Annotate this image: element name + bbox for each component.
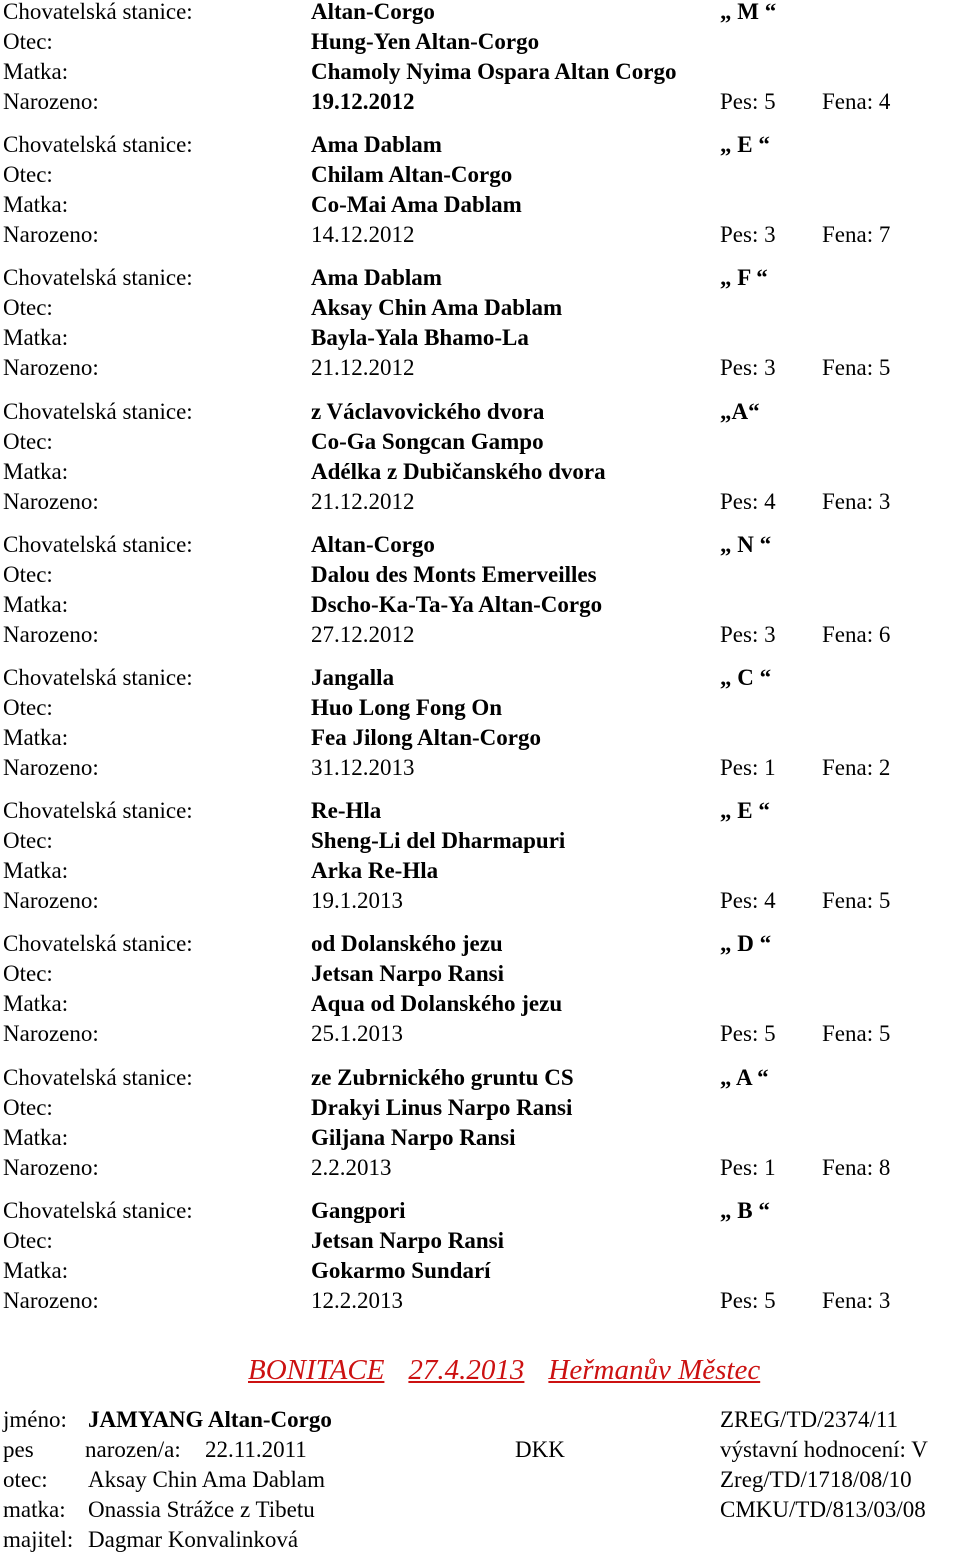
father-name: Co-Ga Songcan Gampo	[311, 429, 544, 454]
born-row	[0, 353, 960, 383]
litter-block	[0, 130, 960, 260]
female-count	[822, 1019, 890, 1049]
station-label: Chovatelská stanice:	[3, 265, 193, 290]
father-label: Otec:	[3, 1228, 53, 1253]
male-label: Pes:	[720, 1021, 759, 1046]
station-row	[0, 530, 960, 560]
station-name: z Václavovického dvora	[311, 399, 545, 424]
female-label: Fena:	[822, 355, 874, 380]
station-label: Chovatelská stanice:	[3, 532, 193, 557]
litter-block	[0, 397, 960, 527]
station-row	[0, 1196, 960, 1226]
father-name: Jetsan Narpo Ransi	[311, 961, 504, 986]
mother-row	[0, 1256, 960, 1286]
litter-block	[0, 1196, 960, 1326]
father-label: Otec:	[3, 828, 53, 853]
female-count	[822, 1153, 890, 1183]
born-label: Narozeno:	[3, 222, 99, 247]
female-value: 2	[878, 755, 891, 780]
born-label: Narozeno:	[3, 1021, 99, 1046]
litter-block	[0, 796, 960, 926]
father-name: Huo Long Fong On	[311, 695, 503, 720]
dog-mother-row	[0, 1495, 960, 1525]
female-value: 4	[878, 89, 891, 114]
male-value: 4	[764, 888, 776, 913]
litter-letter: „A“	[720, 399, 760, 424]
female-value: 5	[878, 888, 891, 913]
father-row	[0, 427, 960, 457]
born-row	[0, 220, 960, 250]
father-row	[0, 1226, 960, 1256]
male-count	[720, 87, 776, 117]
station-name: Altan-Corgo	[311, 532, 435, 557]
mother-label: Matka:	[3, 192, 69, 217]
dog-birth-row	[0, 1435, 960, 1465]
station-name: Ama Dablam	[311, 265, 442, 290]
dog-born-date: 22.11.2011	[205, 1437, 307, 1462]
female-count	[822, 886, 890, 916]
female-value: 5	[878, 355, 891, 380]
mother-label: Matka:	[3, 59, 69, 84]
dog-owner: Dagmar Konvalinková	[88, 1527, 299, 1552]
female-label: Fena:	[822, 622, 874, 647]
male-value: 3	[764, 355, 776, 380]
born-date: 12.2.2013	[311, 1288, 403, 1313]
father-row	[0, 27, 960, 57]
station-label: Chovatelská stanice:	[3, 665, 193, 690]
dog-father-row	[0, 1465, 960, 1495]
litter-block	[0, 263, 960, 393]
male-count	[720, 1286, 776, 1316]
mother-name: Dscho-Ka-Ta-Ya Altan-Corgo	[311, 592, 603, 617]
litter-letter: „ E “	[720, 798, 770, 823]
bonitace-date: 27.4.2013	[408, 1354, 525, 1386]
litter-letter: „ F “	[720, 265, 768, 290]
mother-name: Co-Mai Ama Dablam	[311, 192, 522, 217]
female-label: Fena:	[822, 1288, 874, 1313]
male-count	[720, 1019, 776, 1049]
female-value: 8	[878, 1155, 891, 1180]
female-label: Fena:	[822, 755, 874, 780]
father-row	[0, 826, 960, 856]
born-row	[0, 753, 960, 783]
station-row	[0, 929, 960, 959]
male-count	[720, 753, 776, 783]
male-count	[720, 1153, 776, 1183]
father-label: Otec:	[3, 695, 53, 720]
born-label: Narozeno:	[3, 755, 99, 780]
mother-label: Matka:	[3, 991, 69, 1016]
mother-row	[0, 989, 960, 1019]
father-name: Jetsan Narpo Ransi	[311, 1228, 504, 1253]
mother-label: Matka:	[3, 592, 69, 617]
mother-row	[0, 723, 960, 753]
female-count	[822, 753, 890, 783]
born-row	[0, 620, 960, 650]
female-count	[822, 353, 890, 383]
station-name: Ama Dablam	[311, 132, 442, 157]
station-row	[0, 130, 960, 160]
born-label: Narozeno:	[3, 1155, 99, 1180]
dog-born-label: narozen/a:	[85, 1437, 181, 1462]
litter-letter: „ C “	[720, 665, 772, 690]
female-count	[822, 87, 890, 117]
female-label: Fena:	[822, 888, 874, 913]
male-label: Pes:	[720, 355, 759, 380]
litter-letter: „ E “	[720, 132, 770, 157]
born-label: Narozeno:	[3, 622, 99, 647]
mother-row	[0, 1123, 960, 1153]
father-label: Otec:	[3, 961, 53, 986]
station-row	[0, 663, 960, 693]
female-value: 6	[878, 622, 891, 647]
mother-name: Aqua od Dolanského jezu	[311, 991, 563, 1016]
female-value: 7	[878, 222, 891, 247]
female-value: 3	[878, 1288, 891, 1313]
litter-block	[0, 1063, 960, 1193]
father-row	[0, 160, 960, 190]
litter-block	[0, 929, 960, 1059]
bonitace-heading	[248, 1353, 760, 1387]
born-label: Narozeno:	[3, 89, 99, 114]
father-name: Dalou des Monts Emerveilles	[311, 562, 597, 587]
mother-row	[0, 590, 960, 620]
male-count	[720, 620, 776, 650]
father-row	[0, 1093, 960, 1123]
male-count	[720, 886, 776, 916]
litter-letter: „ M “	[720, 0, 777, 24]
born-date: 25.1.2013	[311, 1021, 403, 1046]
male-value: 4	[764, 489, 776, 514]
station-label: Chovatelská stanice:	[3, 1198, 193, 1223]
father-row	[0, 693, 960, 723]
female-value: 3	[878, 489, 891, 514]
mother-name: Adélka z Dubičanského dvora	[311, 459, 606, 484]
born-date: 31.12.2013	[311, 755, 415, 780]
dog-registration: ZREG/TD/2374/11	[720, 1407, 899, 1432]
male-value: 3	[764, 622, 776, 647]
station-label: Chovatelská stanice:	[3, 1065, 193, 1090]
born-label: Narozeno:	[3, 355, 99, 380]
mother-name: Giljana Narpo Ransi	[311, 1125, 516, 1150]
mother-name: Fea Jilong Altan-Corgo	[311, 725, 541, 750]
mother-label: Matka:	[3, 1258, 69, 1283]
male-value: 5	[764, 1288, 776, 1313]
male-label: Pes:	[720, 222, 759, 247]
female-count	[822, 220, 890, 250]
father-label: Otec:	[3, 295, 53, 320]
station-label: Chovatelská stanice:	[3, 798, 193, 823]
male-label: Pes:	[720, 89, 759, 114]
female-label: Fena:	[822, 222, 874, 247]
mother-row	[0, 323, 960, 353]
male-value: 3	[764, 222, 776, 247]
female-label: Fena:	[822, 489, 874, 514]
born-date: 14.12.2012	[311, 222, 415, 247]
father-label: Otec:	[3, 29, 53, 54]
mother-label: Matka:	[3, 459, 69, 484]
station-label: Chovatelská stanice:	[3, 931, 193, 956]
station-name: Altan-Corgo	[311, 0, 435, 24]
dog-mother-registration: CMKU/TD/813/03/08	[720, 1497, 926, 1522]
born-row	[0, 487, 960, 517]
mother-row	[0, 57, 960, 87]
station-name: Re-Hla	[311, 798, 382, 823]
male-count	[720, 353, 776, 383]
litter-letter: „ N “	[720, 532, 772, 557]
father-name: Aksay Chin Ama Dablam	[311, 295, 563, 320]
dog-mother: Onassia Strážce z Tibetu	[88, 1497, 315, 1522]
male-value: 5	[764, 89, 776, 114]
female-count	[822, 620, 890, 650]
father-name: Chilam Altan-Corgo	[311, 162, 513, 187]
litter-letter: „ A “	[720, 1065, 769, 1090]
born-date: 19.1.2013	[311, 888, 403, 913]
station-name: ze Zubrnického gruntu CS	[311, 1065, 574, 1090]
mother-name: Bayla-Yala Bhamo-La	[311, 325, 529, 350]
female-label: Fena:	[822, 89, 874, 114]
bonitace-place: Heřmanův Městec	[548, 1354, 761, 1386]
dog-father: Aksay Chin Ama Dablam	[88, 1467, 325, 1492]
station-name: od Dolanského jezu	[311, 931, 503, 956]
father-label: Otec:	[3, 162, 53, 187]
female-count	[822, 487, 890, 517]
mother-row	[0, 190, 960, 220]
station-row	[0, 1063, 960, 1093]
station-row	[0, 263, 960, 293]
father-row	[0, 560, 960, 590]
female-value: 5	[878, 1021, 891, 1046]
litter-block	[0, 530, 960, 660]
station-label: Chovatelská stanice:	[3, 0, 193, 24]
station-row	[0, 397, 960, 427]
born-row	[0, 87, 960, 117]
female-label: Fena:	[822, 1021, 874, 1046]
mother-label: Matka:	[3, 858, 69, 883]
bonitace-word: BONITACE	[248, 1354, 385, 1386]
born-date: 2.2.2013	[311, 1155, 392, 1180]
litter-block	[0, 663, 960, 793]
station-row	[0, 0, 960, 27]
station-row	[0, 796, 960, 826]
dog-sex: pes	[3, 1437, 34, 1462]
dog-owner-label: majitel:	[3, 1527, 74, 1552]
mother-label: Matka:	[3, 1125, 69, 1150]
station-name: Gangpori	[311, 1198, 406, 1223]
father-name: Drakyi Linus Narpo Ransi	[311, 1095, 573, 1120]
father-label: Otec:	[3, 429, 53, 454]
male-label: Pes:	[720, 755, 759, 780]
litter-letter: „ B “	[720, 1198, 770, 1223]
father-name: Hung-Yen Altan-Corgo	[311, 29, 540, 54]
dog-show-rating: výstavní hodnocení: V	[720, 1437, 928, 1462]
born-label: Narozeno:	[3, 1288, 99, 1313]
station-label: Chovatelská stanice:	[3, 399, 193, 424]
dog-dkk: DKK	[515, 1437, 565, 1462]
born-label: Narozeno:	[3, 489, 99, 514]
mother-label: Matka:	[3, 725, 69, 750]
mother-name: Chamoly Nyima Ospara Altan Corgo	[311, 59, 677, 84]
father-label: Otec:	[3, 1095, 53, 1120]
station-name: Jangalla	[311, 665, 395, 690]
born-date: 19.12.2012	[311, 89, 415, 114]
father-label: Otec:	[3, 562, 53, 587]
dog-name: JAMYANG Altan-Corgo	[88, 1407, 332, 1432]
female-count	[822, 1286, 890, 1316]
male-label: Pes:	[720, 888, 759, 913]
father-row	[0, 959, 960, 989]
born-date: 21.12.2012	[311, 489, 415, 514]
mother-row	[0, 457, 960, 487]
litter-letter: „ D “	[720, 931, 772, 956]
male-label: Pes:	[720, 1155, 759, 1180]
born-label: Narozeno:	[3, 888, 99, 913]
male-value: 1	[764, 755, 776, 780]
father-name: Sheng-Li del Dharmapuri	[311, 828, 566, 853]
male-count	[720, 487, 776, 517]
mother-label: Matka:	[3, 325, 69, 350]
born-date: 27.12.2012	[311, 622, 415, 647]
dog-father-label: otec:	[3, 1467, 48, 1492]
born-row	[0, 1286, 960, 1316]
male-value: 1	[764, 1155, 776, 1180]
male-count	[720, 220, 776, 250]
born-row	[0, 1019, 960, 1049]
born-date: 21.12.2012	[311, 355, 415, 380]
male-value: 5	[764, 1021, 776, 1046]
mother-name: Gokarmo Sundarí	[311, 1258, 491, 1283]
dog-owner-row	[0, 1525, 960, 1555]
station-label: Chovatelská stanice:	[3, 132, 193, 157]
dog-name-label: jméno:	[3, 1407, 67, 1432]
litter-block	[0, 0, 960, 127]
dog-father-registration: Zreg/TD/1718/08/10	[720, 1467, 912, 1492]
male-label: Pes:	[720, 489, 759, 514]
mother-row	[0, 856, 960, 886]
male-label: Pes:	[720, 622, 759, 647]
born-row	[0, 1153, 960, 1183]
born-row	[0, 886, 960, 916]
dog-name-row	[0, 1405, 960, 1435]
father-row	[0, 293, 960, 323]
female-label: Fena:	[822, 1155, 874, 1180]
male-label: Pes:	[720, 1288, 759, 1313]
mother-name: Arka Re-Hla	[311, 858, 439, 883]
dog-mother-label: matka:	[3, 1497, 66, 1522]
